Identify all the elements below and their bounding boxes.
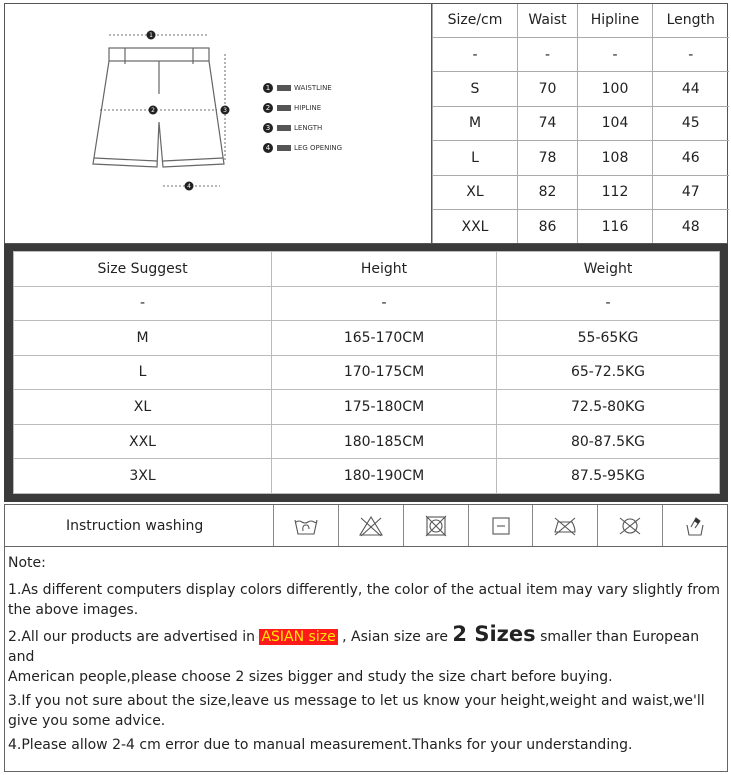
table-cell: 180-185CM: [272, 424, 497, 459]
table-cell: S: [433, 72, 518, 106]
legend-item: [263, 118, 342, 138]
table-cell: XL: [14, 390, 272, 425]
table-cell: -: [497, 286, 720, 321]
no-tumble-dry-icon: [404, 505, 469, 546]
shorts-illustration: [5, 4, 432, 243]
no-dry-clean-icon: [598, 505, 663, 546]
table-row: [433, 210, 729, 243]
marker-3: 3: [223, 107, 227, 114]
table-header-row: [433, 4, 729, 37]
size-suggest-section: [4, 244, 728, 502]
note-2-text: , Asian size are: [337, 629, 453, 645]
table-cell: 65-72.5KG: [497, 355, 720, 390]
table-cell: XXL: [14, 424, 272, 459]
header-cell: Size Suggest: [14, 252, 272, 287]
header-cell: Height: [272, 252, 497, 287]
table-row: [14, 321, 720, 356]
table-row: [14, 459, 720, 494]
table-cell: 112: [578, 175, 653, 209]
table-cell: M: [14, 321, 272, 356]
table-cell: 45: [653, 106, 729, 140]
table-cell: XXL: [433, 210, 518, 243]
table-row: [433, 175, 729, 209]
legend-number: 2: [263, 103, 273, 113]
marker-2: 2: [151, 107, 155, 114]
table-cell: -: [578, 37, 653, 71]
no-wring-icon: [663, 505, 727, 546]
notes-title: Note:: [8, 555, 46, 571]
table-cell: 74: [518, 106, 578, 140]
asian-size-highlight: ASIAN size: [261, 629, 336, 645]
table-cell: 44: [653, 72, 729, 106]
size-suggest-table: [13, 251, 720, 494]
table-cell: L: [14, 355, 272, 390]
legend-label: LENGTH: [294, 124, 323, 132]
table-cell: -: [653, 37, 729, 71]
table-cell: 87.5-95KG: [497, 459, 720, 494]
legend-number: 3: [263, 123, 273, 133]
note-4: 4.Please allow 2-4 cm error due to manual measurement.Thanks for your understanding.: [8, 737, 633, 753]
header-cell: Weight: [497, 252, 720, 287]
table-cell: 78: [518, 141, 578, 175]
table-row: [433, 37, 729, 71]
washing-instructions: [4, 504, 728, 547]
table-cell: 104: [578, 106, 653, 140]
two-sizes-emphasis: 2 Sizes: [452, 622, 536, 646]
legend-item: [263, 138, 342, 158]
table-row: [433, 106, 729, 140]
table-cell: 82: [518, 175, 578, 209]
note-2-text: 2.All our products are advertised in: [8, 629, 260, 645]
table-cell: 108: [578, 141, 653, 175]
table-row: [14, 424, 720, 459]
legend-label: LEG OPENING: [294, 144, 343, 152]
header-cell: Hipline: [578, 4, 653, 37]
table-cell: 116: [578, 210, 653, 243]
table-cell: 170-175CM: [272, 355, 497, 390]
table-cell: M: [433, 106, 518, 140]
table-row: [433, 141, 729, 175]
legend-number: 4: [263, 143, 273, 153]
diagram-legend: [263, 78, 342, 158]
table-cell: 48: [653, 210, 729, 243]
note-2-text: smaller than European and: [8, 629, 700, 665]
table-cell: 86: [518, 210, 578, 243]
no-bleach-icon: [339, 505, 404, 546]
legend-item: [263, 78, 342, 98]
chinese-label-icon: [277, 105, 291, 111]
table-cell: 72.5-80KG: [497, 390, 720, 425]
table-row: [433, 72, 729, 106]
table-cell: XL: [433, 175, 518, 209]
table-cell: -: [518, 37, 578, 71]
chinese-label-icon: [277, 125, 291, 131]
table-cell: 175-180CM: [272, 390, 497, 425]
table-cell: 55-65KG: [497, 321, 720, 356]
table-row: [14, 390, 720, 425]
chinese-label-icon: [277, 145, 291, 151]
table-cell: 47: [653, 175, 729, 209]
table-cell: L: [433, 141, 518, 175]
table-cell: 180-190CM: [272, 459, 497, 494]
note-3: 3.If you not sure about the size,leave us message to let us know your height,weight and waist,we'll give you some advice.: [8, 693, 705, 729]
chinese-label-icon: [277, 85, 291, 91]
size-chart-section: [4, 3, 728, 244]
header-cell: Size/cm: [433, 4, 518, 37]
legend-item: [263, 98, 342, 118]
table-cell: 165-170CM: [272, 321, 497, 356]
marker-1: 1: [149, 32, 153, 39]
table-cell: 80-87.5KG: [497, 424, 720, 459]
table-cell: -: [14, 286, 272, 321]
washing-label: Instruction washing: [5, 505, 274, 546]
table-cell: 46: [653, 141, 729, 175]
header-cell: Waist: [518, 4, 578, 37]
table-row: [14, 286, 720, 321]
legend-label: WAISTLINE: [294, 84, 332, 92]
note-1: 1.As different computers display colors differently, the color of the actual item may vary slightly from the above images.: [8, 582, 720, 618]
notes-section: [4, 547, 728, 772]
size-table: [432, 4, 729, 243]
legend-number: 1: [263, 83, 273, 93]
table-header-row: [14, 252, 720, 287]
note-2: [8, 624, 725, 687]
marker-4: 4: [187, 183, 191, 190]
table-cell: 70: [518, 72, 578, 106]
table-cell: -: [433, 37, 518, 71]
note-2-text: American people,please choose 2 sizes bigger and study the size chart before buying.: [8, 669, 613, 685]
shorts-diagram: [5, 4, 432, 243]
table-cell: -: [272, 286, 497, 321]
hand-wash-icon: [274, 505, 339, 546]
no-iron-icon: [533, 505, 598, 546]
line-dry-icon: [469, 505, 534, 546]
table-row: [14, 355, 720, 390]
table-cell: 3XL: [14, 459, 272, 494]
header-cell: Length: [653, 4, 729, 37]
table-cell: 100: [578, 72, 653, 106]
legend-label: HIPLINE: [294, 104, 322, 112]
